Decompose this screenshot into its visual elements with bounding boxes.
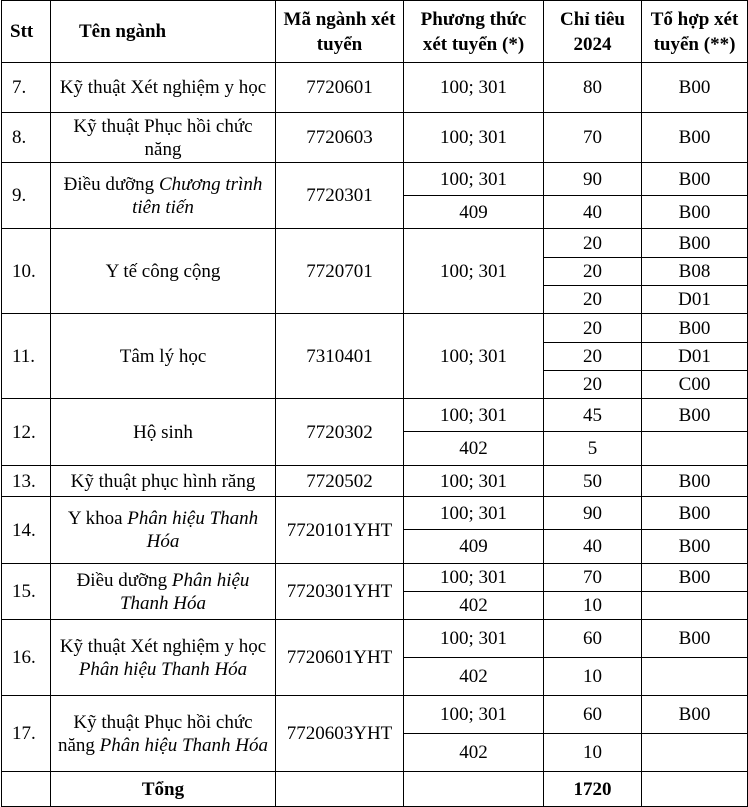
row-name bbox=[51, 163, 276, 229]
row-combo: B00 bbox=[642, 620, 748, 658]
row-combo: B00 bbox=[642, 63, 748, 113]
table-row bbox=[2, 564, 748, 592]
row-name bbox=[51, 497, 276, 564]
total-stt-cell bbox=[2, 772, 51, 807]
row-code: 7720603YHT bbox=[276, 696, 404, 772]
row-method: 409 bbox=[404, 530, 544, 564]
row-combo: B00 bbox=[642, 113, 748, 163]
admission-table bbox=[1, 0, 748, 807]
row-name-text: Hộ sinh bbox=[133, 421, 193, 443]
row-combo bbox=[642, 432, 748, 466]
row-quota: 20 bbox=[544, 258, 642, 286]
row-code: 7720302 bbox=[276, 399, 404, 466]
row-name bbox=[51, 113, 276, 163]
row-quota: 45 bbox=[544, 399, 642, 432]
table-row bbox=[2, 399, 748, 432]
table-row bbox=[2, 466, 748, 497]
row-code: 7720301YHT bbox=[276, 564, 404, 620]
row-name-text: Kỹ thuật phục hình răng bbox=[70, 470, 256, 492]
row-method: 100; 301 bbox=[404, 113, 544, 163]
row-code: 7720101YHT bbox=[276, 497, 404, 564]
row-name-italic: Phân hiệu Thanh Hóa bbox=[127, 508, 259, 552]
header-row bbox=[2, 1, 748, 63]
row-quota: 90 bbox=[544, 163, 642, 196]
row-quota: 10 bbox=[544, 658, 642, 696]
row-method: 100; 301 bbox=[404, 564, 544, 592]
row-combo: B00 bbox=[642, 399, 748, 432]
row-method: 100; 301 bbox=[404, 696, 544, 734]
row-name-italic: Phân hiệu Thanh Hóa bbox=[78, 658, 248, 680]
row-name bbox=[51, 314, 276, 399]
row-name-italic: Chương trình tiên tiến bbox=[132, 173, 263, 218]
row-stt: 13. bbox=[2, 466, 51, 497]
row-stt: 12. bbox=[2, 399, 51, 466]
row-name bbox=[51, 63, 276, 113]
row-stt: 9. bbox=[2, 163, 51, 229]
row-combo bbox=[642, 658, 748, 696]
row-combo: B00 bbox=[642, 564, 748, 592]
row-method: 100; 301 bbox=[404, 163, 544, 196]
row-stt: 17. bbox=[2, 696, 51, 772]
row-name bbox=[51, 620, 276, 696]
row-quota: 90 bbox=[544, 497, 642, 530]
row-name-text: Kỹ thuật Phục hồi chức năng bbox=[73, 115, 253, 160]
row-name-italic: Phân hiệu Thanh Hóa bbox=[99, 734, 269, 756]
row-stt: 7. bbox=[2, 63, 51, 113]
row-code: 7310401 bbox=[276, 314, 404, 399]
row-combo: D01 bbox=[642, 343, 748, 371]
row-name-text: Y tế công cộng bbox=[105, 260, 221, 282]
row-combo: B00 bbox=[642, 314, 748, 343]
row-combo: C00 bbox=[642, 371, 748, 399]
row-name-text: Kỹ thuật Xét nghiệm y học bbox=[59, 635, 267, 657]
row-name bbox=[51, 399, 276, 466]
table-row bbox=[2, 620, 748, 658]
row-quota: 60 bbox=[544, 696, 642, 734]
row-method: 402 bbox=[404, 734, 544, 772]
row-code: 7720502 bbox=[276, 466, 404, 497]
row-method: 100; 301 bbox=[404, 399, 544, 432]
header-combo: Tổ hợp xét tuyển (**) bbox=[642, 1, 748, 63]
row-quota: 20 bbox=[544, 229, 642, 258]
row-quota: 70 bbox=[544, 113, 642, 163]
table-row bbox=[2, 497, 748, 530]
header-stt: Stt bbox=[2, 1, 51, 63]
table-row bbox=[2, 113, 748, 163]
row-method: 402 bbox=[404, 592, 544, 620]
row-quota: 50 bbox=[544, 466, 642, 497]
row-name-text: Tâm lý học bbox=[119, 345, 207, 367]
total-value: 1720 bbox=[544, 772, 642, 807]
row-code: 7720601YHT bbox=[276, 620, 404, 696]
row-quota: 10 bbox=[544, 592, 642, 620]
row-code: 7720701 bbox=[276, 229, 404, 314]
row-name bbox=[51, 696, 276, 772]
table-row bbox=[2, 696, 748, 734]
total-code-cell bbox=[276, 772, 404, 807]
table-row bbox=[2, 314, 748, 343]
row-name-text: Điều dưỡng bbox=[63, 173, 159, 195]
row-code: 7720603 bbox=[276, 113, 404, 163]
header-code: Mã ngành xét tuyển bbox=[276, 1, 404, 63]
row-method: 100; 301 bbox=[404, 620, 544, 658]
row-combo: B00 bbox=[642, 466, 748, 497]
row-name bbox=[51, 466, 276, 497]
header-quota: Chỉ tiêu 2024 bbox=[544, 1, 642, 63]
row-quota: 5 bbox=[544, 432, 642, 466]
row-code: 7720301 bbox=[276, 163, 404, 229]
table-row bbox=[2, 163, 748, 196]
row-name bbox=[51, 229, 276, 314]
row-quota: 20 bbox=[544, 286, 642, 314]
row-combo: B08 bbox=[642, 258, 748, 286]
table-body bbox=[2, 63, 748, 772]
row-combo: B00 bbox=[642, 163, 748, 196]
row-combo: B00 bbox=[642, 497, 748, 530]
table-row bbox=[2, 63, 748, 113]
header-method: Phương thức xét tuyển (*) bbox=[404, 1, 544, 63]
row-method: 100; 301 bbox=[404, 497, 544, 530]
total-method-cell bbox=[404, 772, 544, 807]
row-quota: 20 bbox=[544, 314, 642, 343]
row-stt: 15. bbox=[2, 564, 51, 620]
row-combo: B00 bbox=[642, 229, 748, 258]
row-combo: D01 bbox=[642, 286, 748, 314]
row-stt: 14. bbox=[2, 497, 51, 564]
row-name-italic: Phân hiệu Thanh Hóa bbox=[119, 569, 250, 614]
row-stt: 10. bbox=[2, 229, 51, 314]
row-method: 100; 301 bbox=[404, 314, 544, 399]
row-quota: 60 bbox=[544, 620, 642, 658]
row-combo bbox=[642, 592, 748, 620]
row-name-text: Kỹ thuật Phục hồi chức năng bbox=[57, 711, 253, 756]
row-quota: 70 bbox=[544, 564, 642, 592]
header-name: Tên ngành bbox=[51, 1, 276, 63]
row-combo: B00 bbox=[642, 696, 748, 734]
row-name-text: Y khoa bbox=[67, 508, 128, 529]
row-quota: 40 bbox=[544, 196, 642, 229]
row-stt: 8. bbox=[2, 113, 51, 163]
row-quota: 10 bbox=[544, 734, 642, 772]
total-row bbox=[2, 772, 748, 807]
row-quota: 20 bbox=[544, 371, 642, 399]
row-code: 7720601 bbox=[276, 63, 404, 113]
total-label: Tổng bbox=[51, 772, 276, 807]
row-method: 402 bbox=[404, 658, 544, 696]
row-stt: 11. bbox=[2, 314, 51, 399]
row-method: 402 bbox=[404, 432, 544, 466]
row-quota: 20 bbox=[544, 343, 642, 371]
row-name-text: Điều dưỡng bbox=[76, 569, 172, 591]
row-combo: B00 bbox=[642, 196, 748, 229]
row-method: 100; 301 bbox=[404, 229, 544, 314]
row-method: 100; 301 bbox=[404, 466, 544, 497]
row-method: 409 bbox=[404, 196, 544, 229]
row-quota: 40 bbox=[544, 530, 642, 564]
table-row bbox=[2, 229, 748, 258]
row-name-text: Kỹ thuật Xét nghiệm y học bbox=[59, 77, 267, 98]
row-name bbox=[51, 564, 276, 620]
row-method: 100; 301 bbox=[404, 63, 544, 113]
row-quota: 80 bbox=[544, 63, 642, 113]
row-stt: 16. bbox=[2, 620, 51, 696]
row-combo bbox=[642, 734, 748, 772]
total-combo-cell bbox=[642, 772, 748, 807]
row-combo: B00 bbox=[642, 530, 748, 564]
